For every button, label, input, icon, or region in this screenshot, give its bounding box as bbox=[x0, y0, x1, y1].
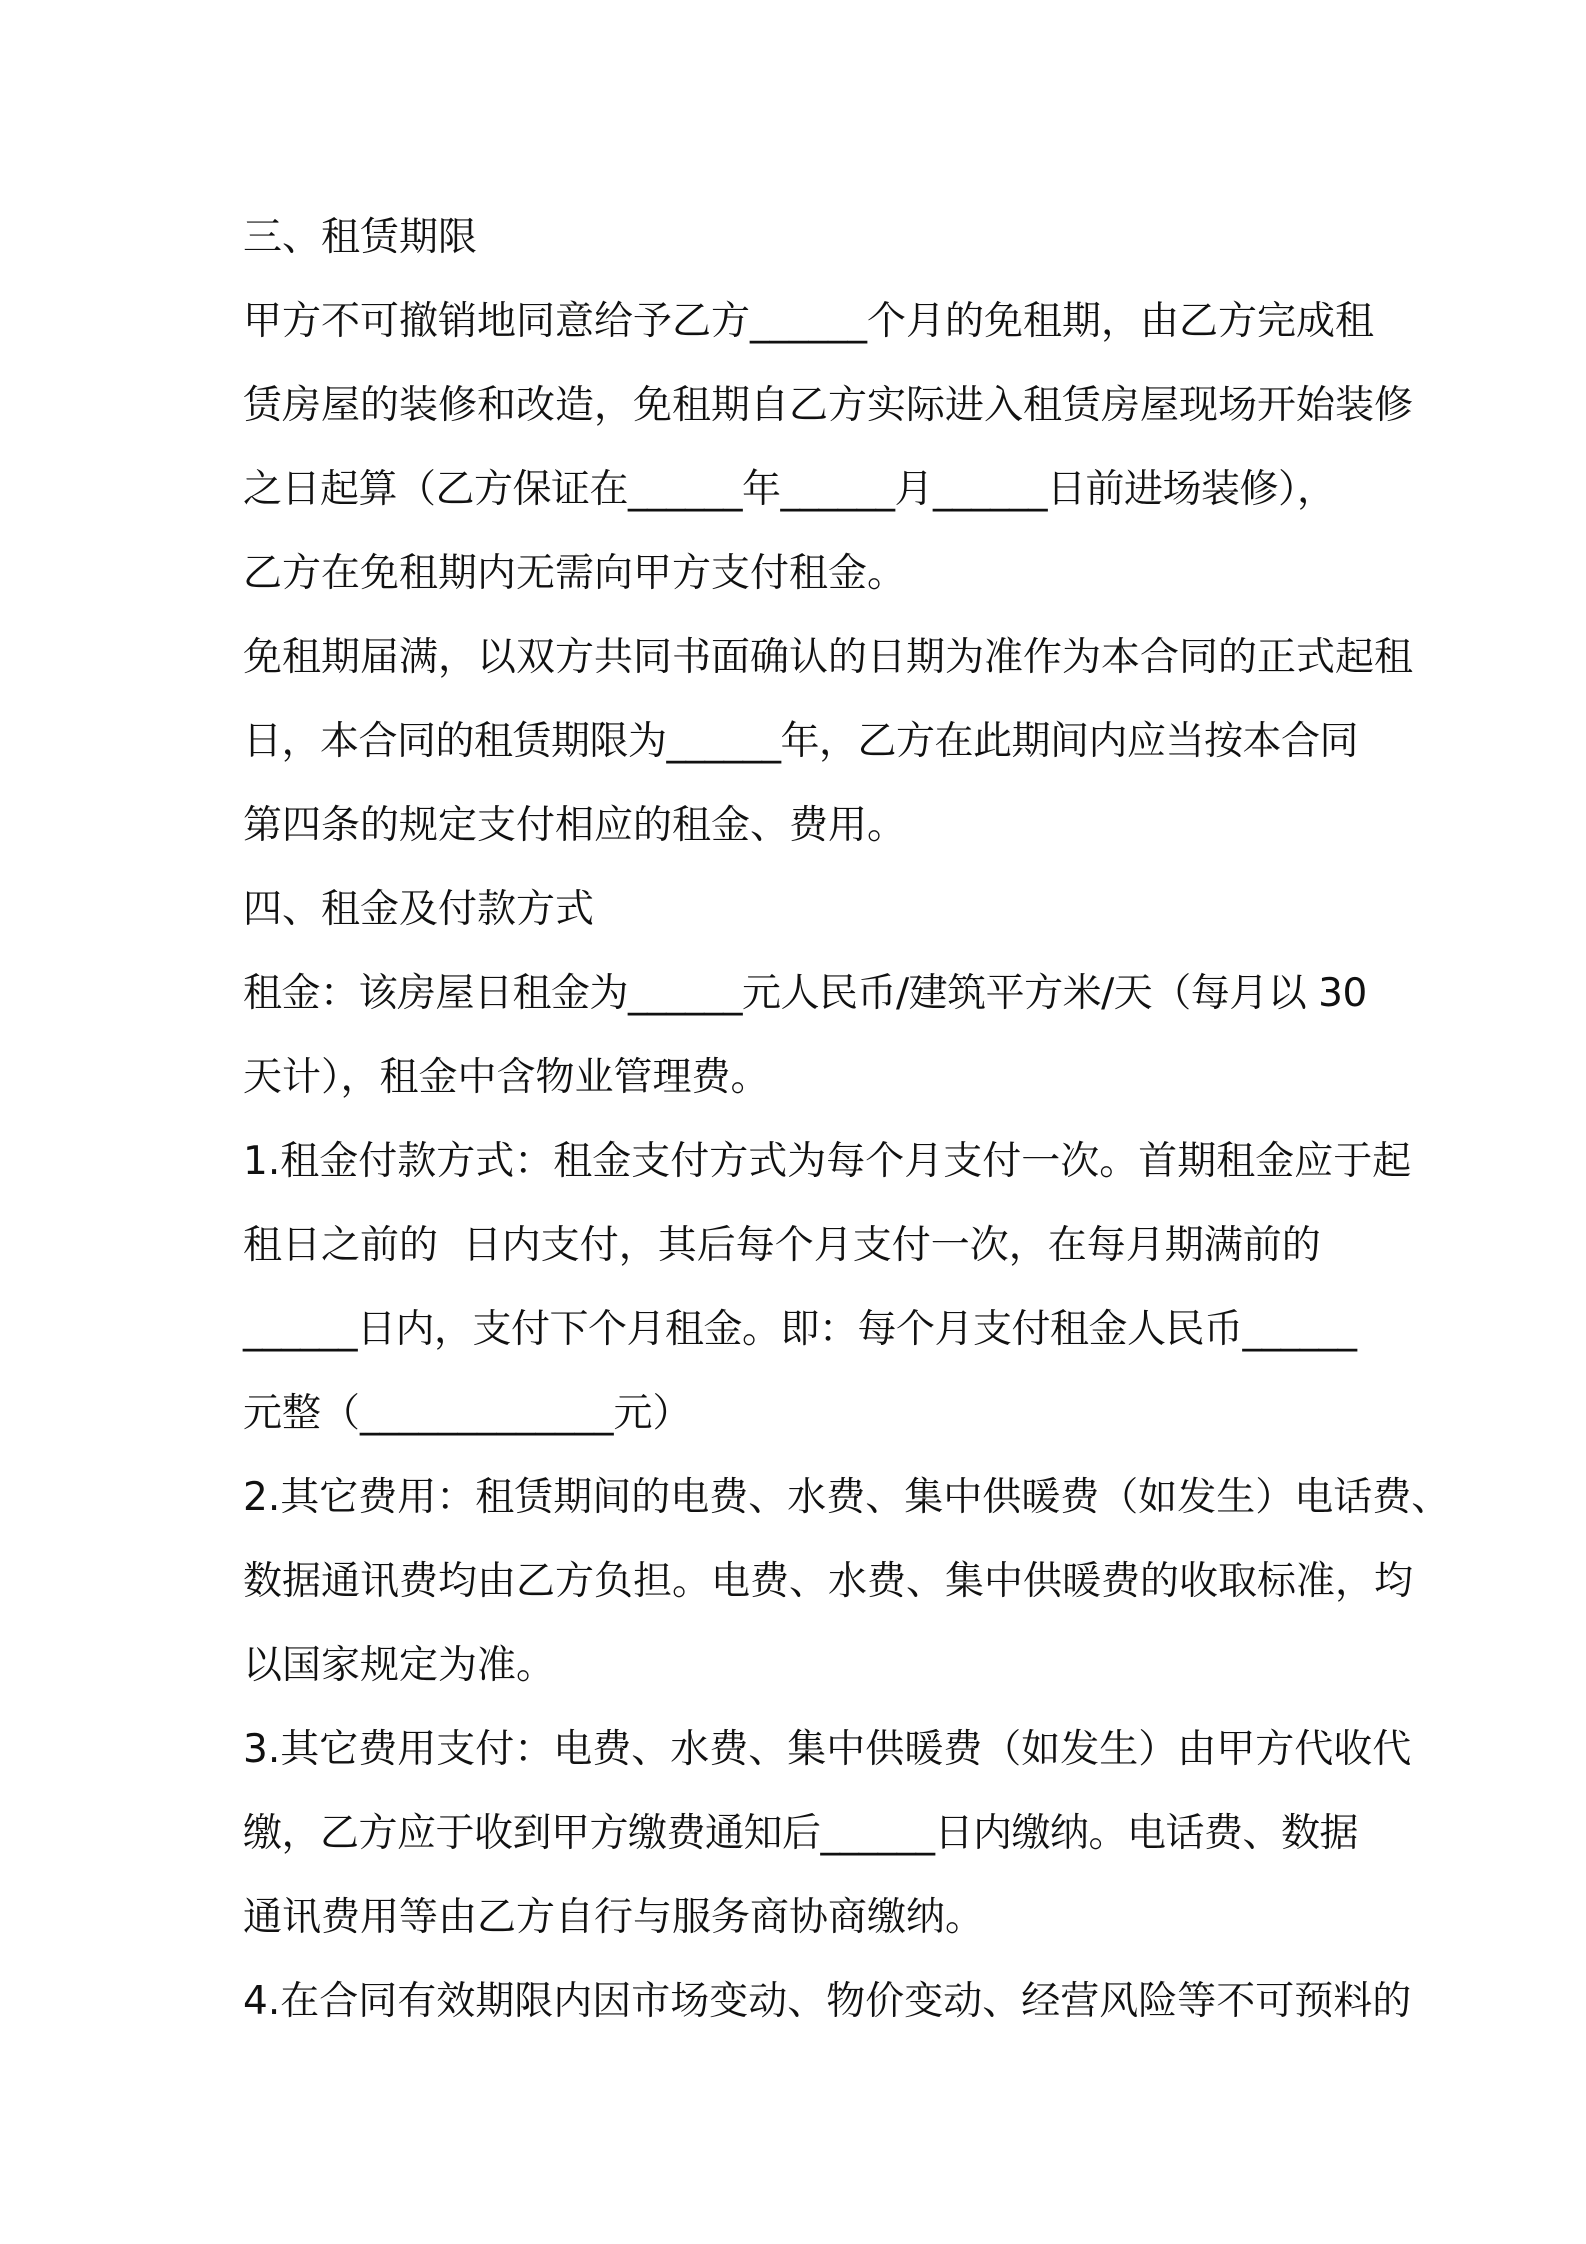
clause-line: 3.其它费用支付：电费、水费、集中供暖费（如发生）由甲方代收代 bbox=[243, 1727, 1412, 1772]
paragraph-line: 免租期届满，以双方共同书面确认的日期为准作为本合同的正式起租 bbox=[243, 635, 1414, 680]
section-heading-lease-term: 三、租赁期限 bbox=[243, 215, 478, 260]
paragraph-line: 乙方在免租期内无需向甲方支付租金。 bbox=[243, 551, 907, 596]
clause-line: 通讯费用等由乙方自行与服务商协商缴纳。 bbox=[243, 1895, 985, 1940]
paragraph-line: 租金：该房屋日租金为______元人民币/建筑平方米/天（每月以 30 bbox=[243, 971, 1367, 1016]
paragraph-line: 赁房屋的装修和改造，免租期自乙方实际进入租赁房屋现场开始装修 bbox=[243, 383, 1414, 428]
paragraph-line: 之日起算（乙方保证在______年______月______日前进场装修）， bbox=[243, 467, 1336, 512]
section-heading-rent-payment: 四、租金及付款方式 bbox=[243, 887, 595, 932]
paragraph-line: 日，本合同的租赁期限为______年，乙方在此期间内应当按本合同 bbox=[243, 719, 1359, 764]
clause-line: 租日之前的 日内支付，其后每个月支付一次，在每月期满前的 bbox=[243, 1223, 1321, 1268]
clause-line: 1.租金付款方式：租金支付方式为每个月支付一次。首期租金应于起 bbox=[243, 1139, 1412, 1184]
paragraph-line: 第四条的规定支付相应的租金、费用。 bbox=[243, 803, 907, 848]
clause-line: ______日内，支付下个月租金。即：每个月支付租金人民币______ bbox=[243, 1307, 1357, 1352]
paragraph-line: 甲方不可撤销地同意给予乙方______个月的免租期，由乙方完成租 bbox=[243, 299, 1375, 344]
paragraph-line: 天计），租金中含物业管理费。 bbox=[243, 1055, 770, 1100]
clause-line: 数据通讯费均由乙方负担。电费、水费、集中供暖费的收取标准，均 bbox=[243, 1559, 1414, 1604]
clause-line: 以国家规定为准。 bbox=[243, 1643, 556, 1688]
contract-page bbox=[243, 196, 1451, 2044]
clause-line: 缴，乙方应于收到甲方缴费通知后______日内缴纳。电话费、数据 bbox=[243, 1811, 1359, 1856]
clause-line: 2.其它费用：租赁期间的电费、水费、集中供暖费（如发生）电话费、 bbox=[243, 1475, 1451, 1520]
clause-line: 元整（_____________元） bbox=[243, 1391, 692, 1436]
clause-line: 4.在合同有效期限内因市场变动、物价变动、经营风险等不可预料的 bbox=[243, 1979, 1412, 2024]
